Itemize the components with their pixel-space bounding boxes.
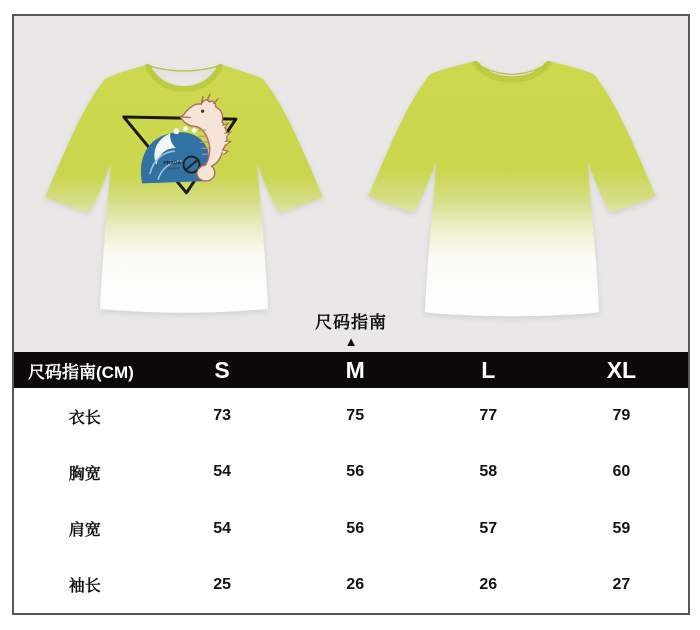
cell-value: 77	[479, 407, 498, 425]
cell-value: 60	[612, 463, 631, 481]
size-table-header	[14, 352, 688, 388]
tshirt-front-collar-seam	[146, 65, 222, 71]
size-table-body	[14, 388, 688, 613]
logo-text: PRADA	[163, 160, 182, 167]
row-label: 衣长	[68, 409, 101, 427]
tshirt-front-image	[43, 50, 325, 322]
cell-value: 26	[479, 575, 498, 593]
tshirt-back-image	[366, 44, 658, 326]
table-row-chest	[14, 444, 688, 500]
cell-value: 56	[346, 519, 365, 537]
size-column-s: S	[214, 356, 230, 383]
cell-value: 27	[612, 575, 631, 593]
cell-value: 26	[346, 575, 365, 593]
cell-value: 54	[213, 463, 231, 481]
product-card-frame	[12, 14, 690, 615]
tshirt-back-body	[368, 62, 656, 316]
size-column-xl: XL	[606, 356, 637, 383]
size-guide-title: 尺码指南	[315, 313, 387, 332]
table-row-sleeve	[14, 557, 688, 613]
table-row-shoulder	[14, 501, 688, 557]
cell-value: 73	[213, 407, 231, 425]
size-table-header-label: 尺码指南(CM)	[28, 362, 134, 382]
pointer-up-icon: ▲	[344, 334, 358, 349]
row-label: 袖长	[68, 578, 101, 596]
cell-value: 58	[479, 463, 498, 481]
row-label: 胸宽	[68, 465, 101, 483]
cell-value: 75	[346, 407, 365, 425]
table-row-length	[14, 388, 688, 444]
cell-value: 57	[479, 519, 498, 537]
cell-value: 25	[213, 575, 231, 593]
cell-value: 59	[612, 519, 631, 537]
size-column-m: M	[345, 356, 365, 383]
size-column-l: L	[481, 356, 496, 383]
cell-value: 56	[346, 463, 365, 481]
cell-value: 79	[612, 407, 631, 425]
row-label: 肩宽	[68, 522, 101, 540]
cell-value: 54	[213, 519, 231, 537]
logo-subtext: MILANO	[167, 166, 180, 171]
product-photo-area	[14, 16, 688, 352]
